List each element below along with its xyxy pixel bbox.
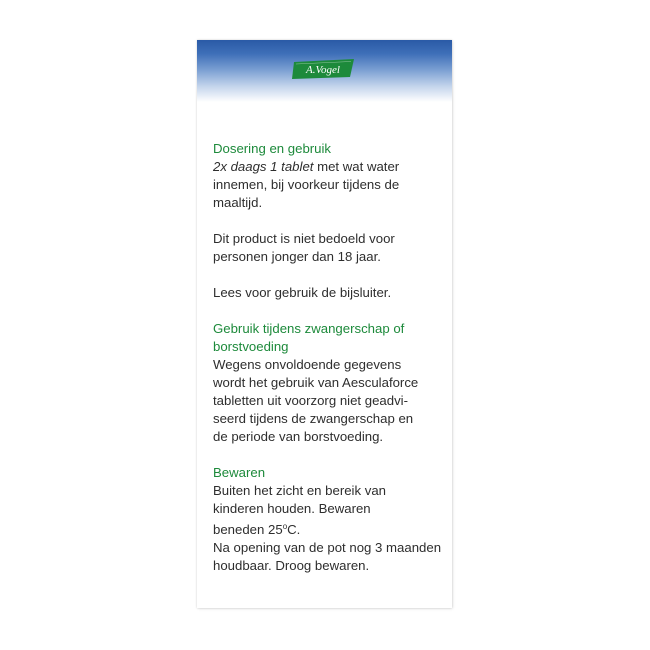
storage-line-5: houdbaar. Droog bewaren. [213,558,370,573]
storage-heading: Bewaren [213,465,266,480]
dosage-line-2: innemen, bij voorkeur tijdens de [213,177,400,192]
pregnancy-line-1: Wegens onvoldoende gegevens [213,357,402,372]
degree-symbol: o [282,522,288,531]
pregnancy-line-2: wordt het gebruik van Aesculaforce [213,375,419,390]
pregnancy-line-5: de periode van borstvoeding. [213,429,384,444]
label-text-content [213,102,449,575]
pregnancy-heading-line-2: borstvoeding [213,339,289,354]
brand-logo [290,57,358,81]
dosage-instruction: 2x daags 1 tablet [213,159,314,174]
section-storage [213,464,449,575]
storage-line-4: Na opening van de pot nog 3 maanden [213,540,442,555]
pregnancy-line-4: seerd tijdens de zwangerschap en [213,411,414,426]
pregnancy-line-3: tabletten uit voorzorg niet geadvi- [213,393,408,408]
leaflet-note: Lees voor gebruik de bijsluiter. [213,285,392,300]
dosage-line-1 [213,158,449,176]
dosage-line-3: maaltijd. [213,195,263,210]
storage-line-2: kinderen houden. Bewaren [213,501,371,516]
section-dosage [213,140,449,302]
storage-line-3 [213,518,449,539]
section-pregnancy [213,320,449,446]
pregnancy-heading-line-1: Gebruik tijdens zwangerschap of [213,321,405,336]
dosage-line-1-rest: met wat water [313,159,400,174]
storage-line-1: Buiten het zicht en bereik van [213,483,387,498]
dosage-heading: Dosering en gebruik [213,141,332,156]
product-box-side-panel [197,40,452,608]
vogel-logo-icon [290,57,358,81]
logo-text: A.Vogel [306,64,340,76]
age-note-line-2: personen jonger dan 18 jaar. [213,249,381,264]
storage-temp-unit: C. [287,522,301,537]
storage-temp-text: beneden 25 [213,522,283,537]
age-note-line-1: Dit product is niet bedoeld voor [213,231,395,246]
